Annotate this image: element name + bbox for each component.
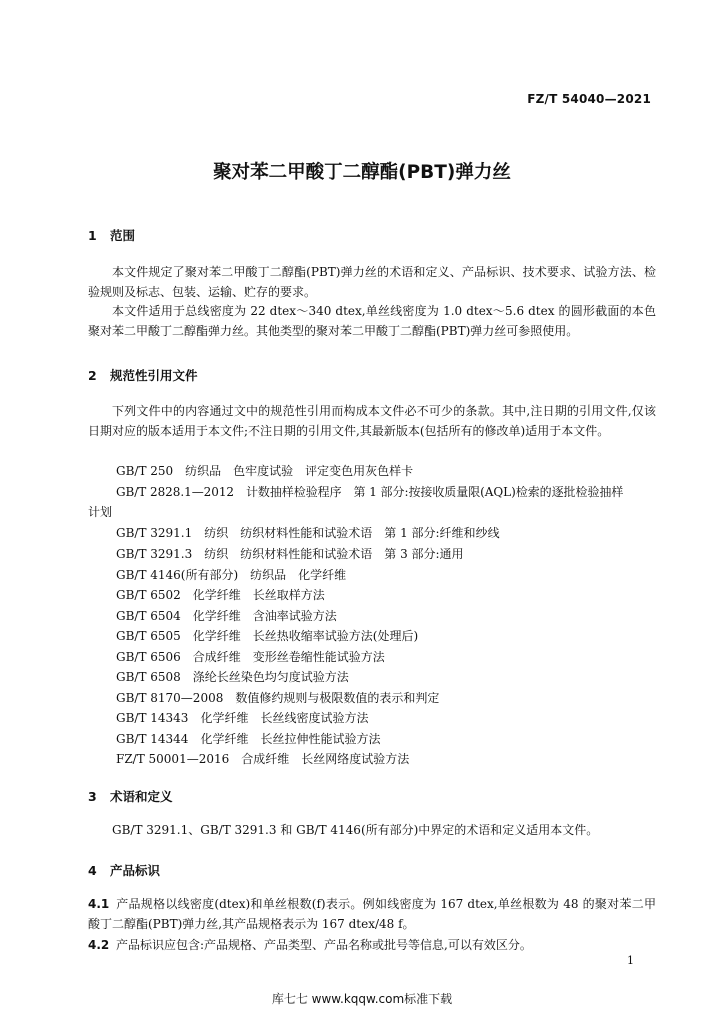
reference-item: GB/T 8170—2008 数值修约规则与极限数值的表示和判定 (116, 691, 440, 705)
paragraph: GB/T 3291.1、GB/T 3291.3 和 GB/T 4146(所有部分)中界定的术语和定义适用本文件。 (112, 823, 599, 837)
reference-item: GB/T 6505 化学纤维 长丝热收缩率试验方法(处理后) (116, 629, 419, 643)
reference-item: GB/T 14343 化学纤维 长丝线密度试验方法 (116, 711, 369, 725)
reference-item: GB/T 2828.1—2012 计数抽样检验程序 第 1 部分:按接收质量限(AQL)检索的逐批检验抽样 (116, 485, 624, 499)
section-3-heading (88, 787, 173, 805)
paragraph: 下列文件中的内容通过文中的规范性引用而构成本文件必不可少的条款。其中,注日期的引用文件,仅该日期对应的版本适用于本文件;不注日期的引用文件,其最新版本(包括所有的修改单)适用于本文件。 (88, 404, 656, 438)
section-1-body (88, 263, 656, 341)
clause-4-1 (88, 894, 656, 934)
reference-item: GB/T 6504 化学纤维 含油率试验方法 (116, 609, 337, 623)
standard-number: FZ/T 54040—2021 (527, 92, 651, 106)
section-title: 范围 (110, 228, 136, 243)
section-number: 3 (88, 789, 97, 804)
document-title: 聚对苯二甲酸丁二醇酯(PBT)弹力丝 (213, 162, 511, 183)
reference-item: GB/T 4146(所有部分) 纺织品 化学纤维 (116, 568, 347, 582)
reference-item: GB/T 6506 合成纤维 变形丝卷缩性能试验方法 (116, 650, 385, 664)
reference-item: GB/T 6508 涤纶长丝染色均匀度试验方法 (116, 670, 349, 684)
clause-text: 产品规格以线密度(dtex)和单丝根数(f)表示。例如线密度为 167 dtex,单丝根数为 48 的聚对苯二甲酸丁二醇酯(PBT)弹力丝,其产品规格表示为 167 dtex/48 f。 (88, 897, 656, 931)
section-title: 术语和定义 (110, 789, 173, 804)
section-3-body (88, 821, 656, 841)
paragraph: 本文件规定了聚对苯二甲酸丁二醇酯(PBT)弹力丝的术语和定义、产品标识、技术要求、试验方法、检验规则及标志、包装、运输、贮存的要求。 (88, 265, 656, 299)
section-number: 4 (88, 863, 97, 878)
reference-item: GB/T 6502 化学纤维 长丝取样方法 (116, 588, 325, 602)
section-2-intro (88, 402, 656, 441)
page-number: 1 (627, 954, 634, 967)
section-2-heading (88, 366, 198, 384)
clause-number: 4.2 (88, 938, 110, 952)
reference-item: GB/T 3291.3 纺织 纺织材料性能和试验术语 第 3 部分:通用 (116, 547, 464, 561)
reference-item: GB/T 3291.1 纺织 纺织材料性能和试验术语 第 1 部分:纤维和纱线 (116, 526, 500, 540)
reference-item-continued: 计划 (88, 505, 113, 519)
section-number: 1 (88, 228, 97, 243)
reference-item: GB/T 250 纺织品 色牢度试验 评定变色用灰色样卡 (116, 464, 414, 478)
paragraph: 本文件适用于总线密度为 22 dtex～340 dtex,单丝线密度为 1.0 dtex～5.6 dtex 的圆形截面的本色聚对苯二甲酸丁二醇酯弹力丝。其他类型的聚对苯二甲酸丁二醇酯(PBT)弹力丝可参照使用。 (88, 304, 656, 338)
section-title: 规范性引用文件 (110, 368, 198, 383)
section-1-heading (88, 226, 135, 244)
clause-text: 产品标识应包含:产品规格、产品类型、产品名称或批号等信息,可以有效区分。 (116, 938, 532, 952)
footer-watermark: 库七七 www.kqqw.com标准下载 (271, 992, 453, 1006)
clause-number: 4.1 (88, 897, 110, 911)
clause-4-2 (88, 935, 656, 955)
reference-item: GB/T 14344 化学纤维 长丝拉伸性能试验方法 (116, 732, 381, 746)
section-title: 产品标识 (110, 863, 161, 878)
section-number: 2 (88, 368, 97, 383)
reference-item: FZ/T 50001—2016 合成纤维 长丝网络度试验方法 (116, 752, 410, 766)
section-4-heading (88, 861, 160, 879)
